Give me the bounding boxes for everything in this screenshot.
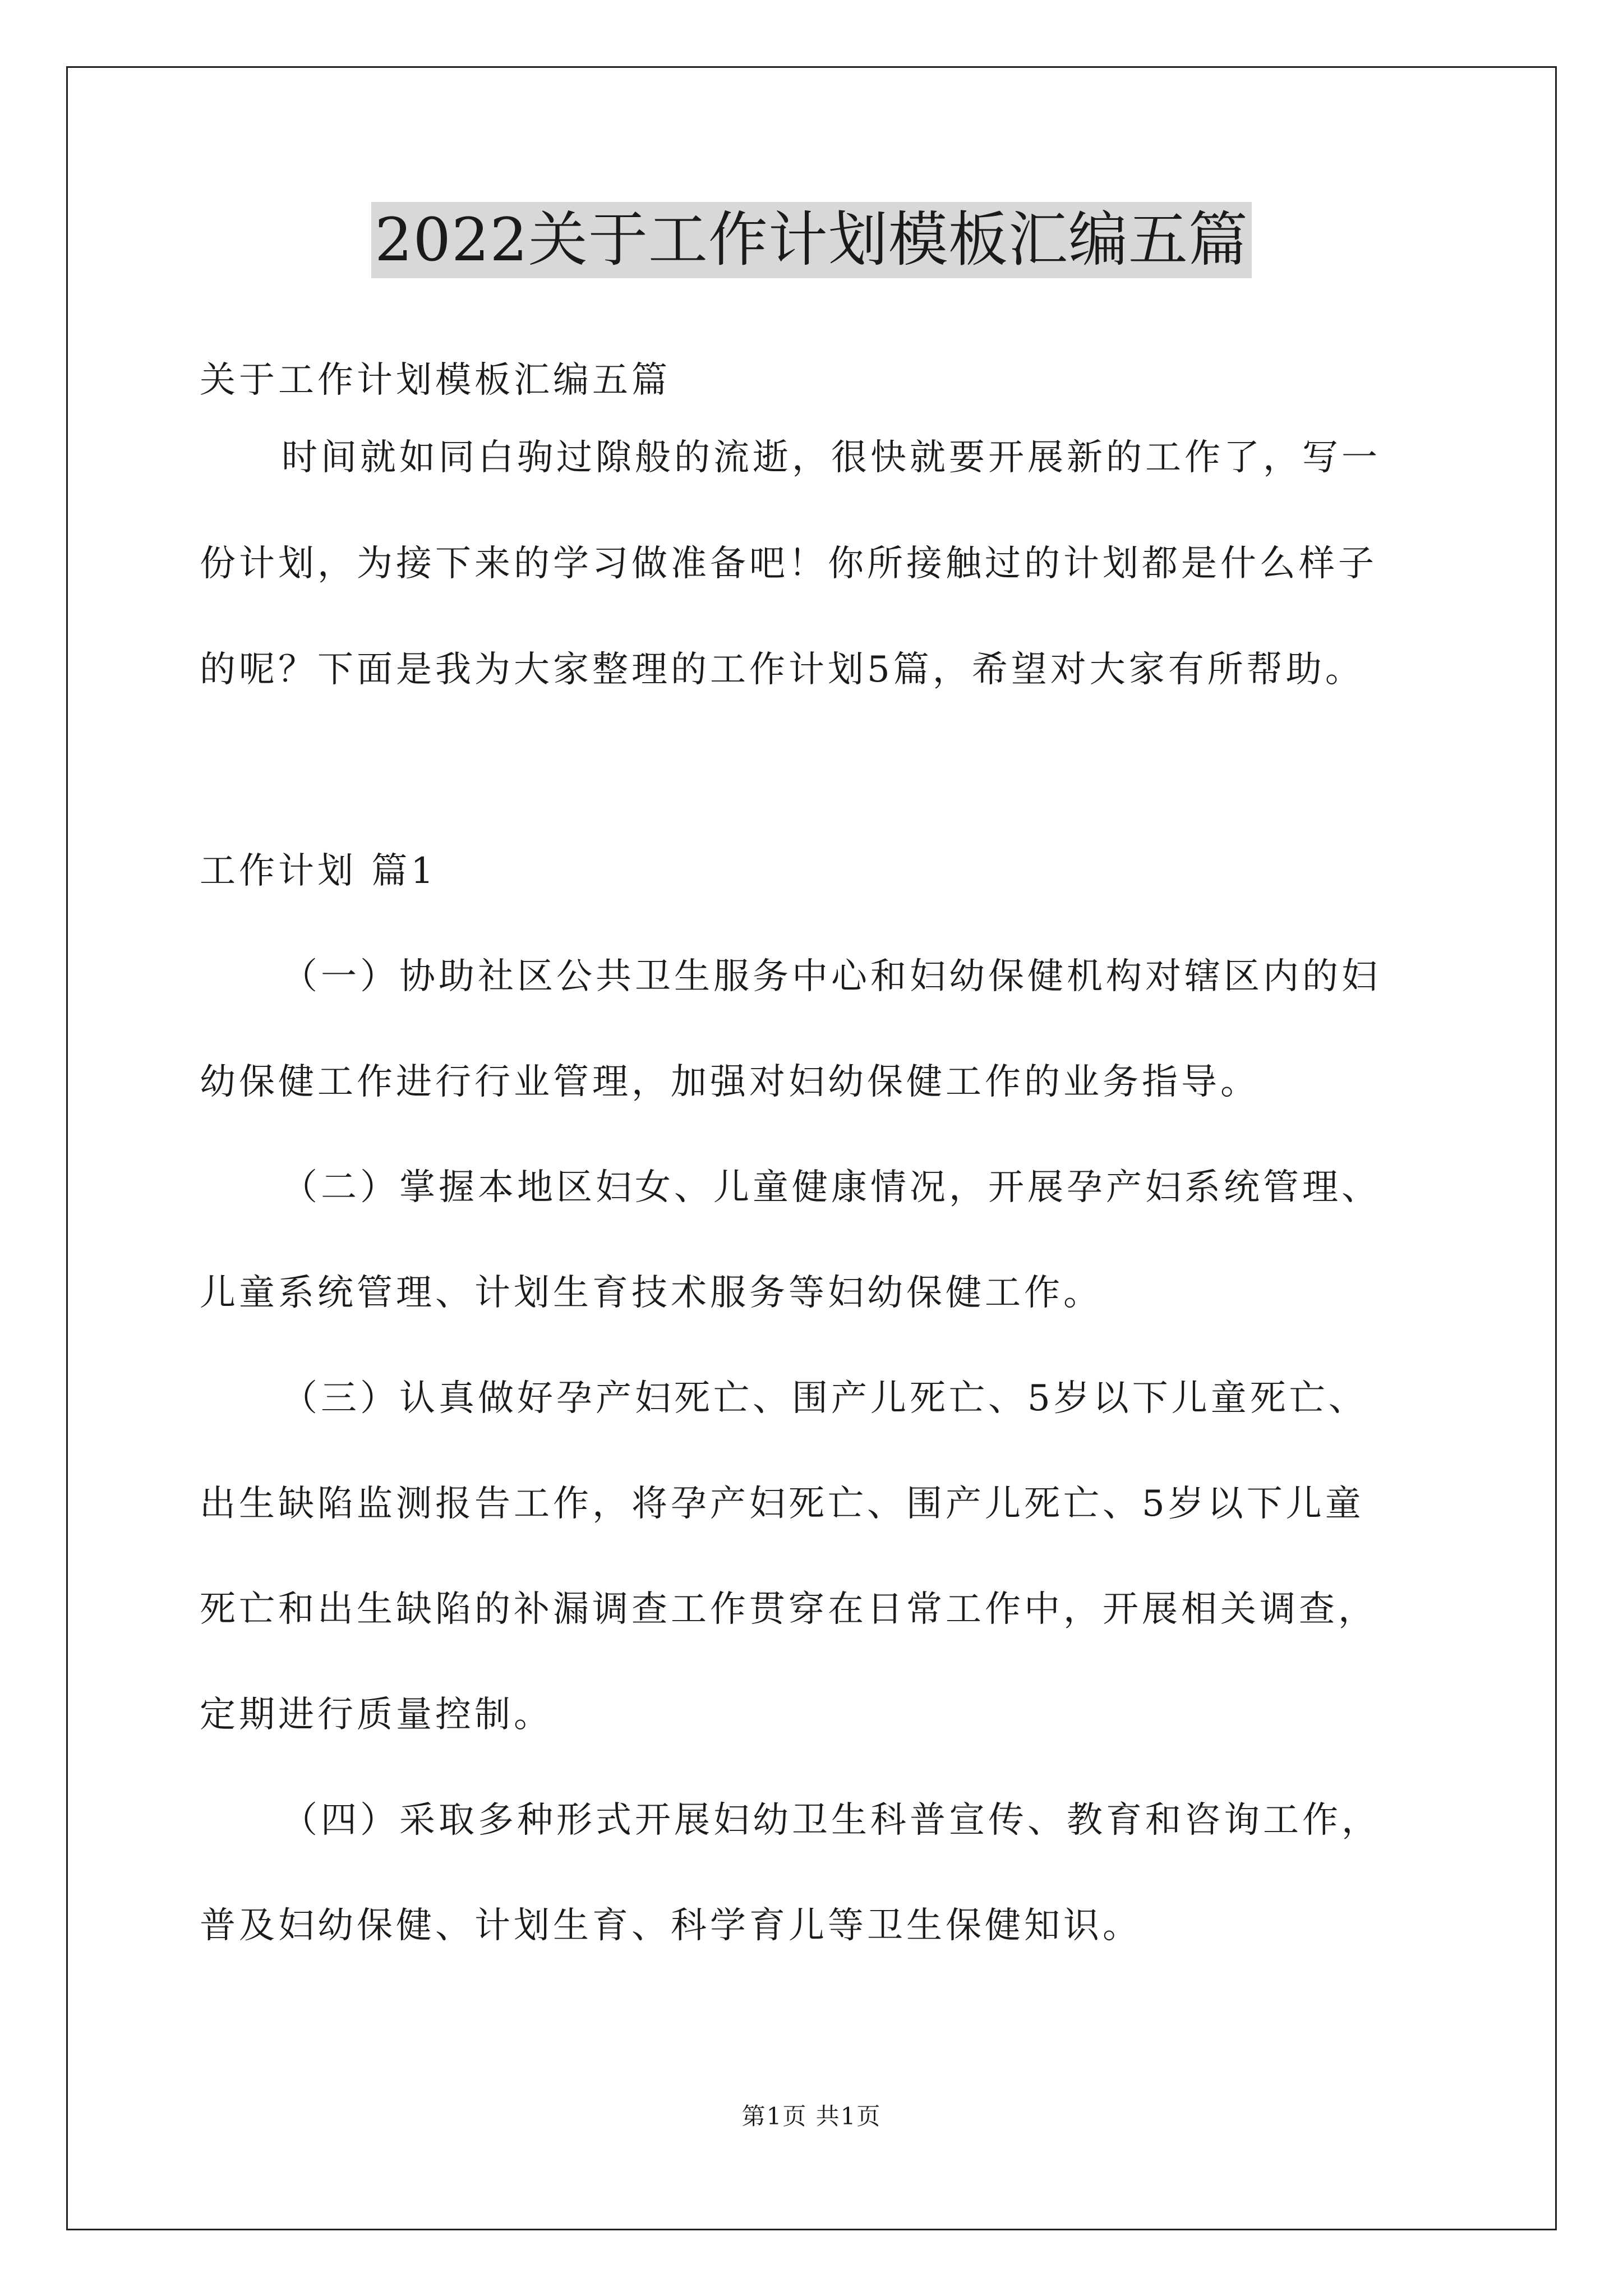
item-paragraph-2 [200, 1166, 1433, 1314]
item-line: 儿童系统管理、计划生育技术服务等妇幼保健工作。 [200, 1272, 1103, 1314]
item-paragraph-4 [200, 1799, 1433, 1947]
item-line: 普及妇幼保健、计划生育、科学育儿等卫生保健知识。 [200, 1905, 1142, 1947]
intro-line: 时间就如同白驹过隙般的流逝，很快就要开展新的工作了，写一 [282, 437, 1381, 478]
item-line: （三）认真做好孕产妇死亡、围产儿死亡、5岁以下儿童死亡、 [282, 1378, 1368, 1419]
document-subtitle: 关于工作计划模板汇编五篇 [200, 360, 671, 401]
intro-line: 份计划，为接下来的学习做准备吧！你所接触过的计划都是什么样子 [200, 543, 1377, 585]
title-container [0, 202, 1623, 278]
item-line: （二）掌握本地区妇女、儿童健康情况，开展孕产妇系统管理、 [282, 1167, 1381, 1208]
document-title: 2022关于工作计划模板汇编五篇 [371, 202, 1252, 278]
item-paragraph-1 [200, 955, 1433, 1103]
item-line: （一）协助社区公共卫生服务中心和妇幼保健机构对辖区内的妇 [282, 956, 1381, 997]
item-line: （四）采取多种形式开展妇幼卫生科普宣传、教育和咨询工作， [282, 1800, 1381, 1841]
item-line: 幼保健工作进行行业管理，加强对妇幼保健工作的业务指导。 [200, 1061, 1260, 1103]
item-line: 定期进行质量控制。 [200, 1694, 553, 1736]
intro-paragraph [200, 436, 1433, 691]
document-body [200, 314, 1433, 1947]
section-heading: 工作计划 篇1 [200, 850, 437, 892]
item-line: 出生缺陷监测报告工作，将孕产妇死亡、围产儿死亡、5岁以下儿童 [200, 1483, 1364, 1525]
intro-line: 的呢？下面是我为大家整理的工作计划5篇，希望对大家有所帮助。 [200, 649, 1364, 691]
page-footer: 第1页 共1页 [741, 2102, 882, 2130]
item-line: 死亡和出生缺陷的补漏调查工作贯穿在日常工作中，开展相关调查， [200, 1589, 1377, 1630]
item-paragraph-3 [200, 1377, 1433, 1736]
